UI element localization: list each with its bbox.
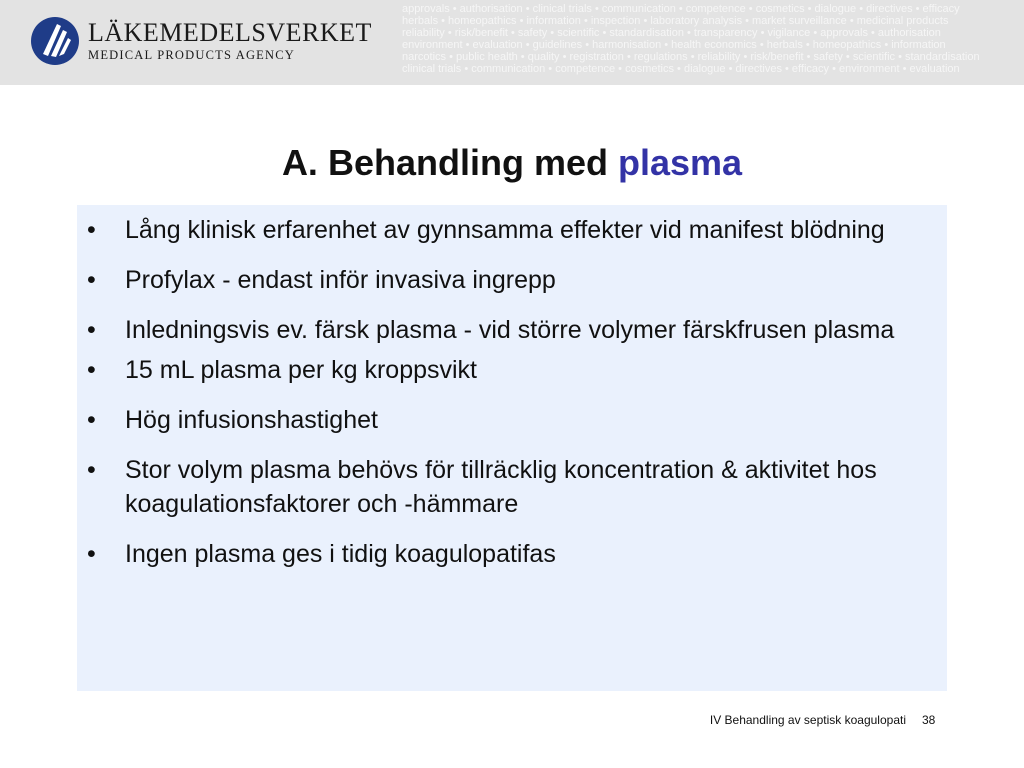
bullet-text: Stor volym plasma behövs för tillräcklig koncentration & aktivitet hos koagulationsfaktorer och -hämmare <box>125 456 877 518</box>
bullet-text: Inledningsvis ev. färsk plasma - vid större volymer färskfrusen plasma <box>125 316 895 344</box>
bullet-item <box>87 213 929 247</box>
logo-name: LÄKEMEDELSVERKET <box>88 18 372 47</box>
bullet-marker: • <box>87 316 96 344</box>
footer-text: IV Behandling av septisk koagulopati <box>709 713 906 727</box>
bullet-item <box>87 403 929 437</box>
keyword-watermark <box>402 3 1024 83</box>
keyword-line: approvals • authorisation • clinical trials • communication • competence • cosmetics • dialogue • directives • efficacy <box>402 3 960 15</box>
page-number: 38 <box>922 713 936 727</box>
bullet-marker: • <box>87 540 96 568</box>
bullet-marker: • <box>87 356 96 384</box>
bullet-marker: • <box>87 456 96 484</box>
bullet-item <box>87 263 929 297</box>
bullet-marker: • <box>87 266 96 294</box>
bullet-item <box>87 453 929 521</box>
agency-emblem-icon <box>30 16 80 66</box>
slide-title-accent: plasma <box>617 142 743 183</box>
header-banner <box>0 0 1024 85</box>
keyword-line: environment • evaluation • guidelines • harmonisation • health economics • herbals • homeopathics • information <box>402 39 946 51</box>
bullet-text: Profylax - endast inför invasiva ingrepp <box>125 266 556 294</box>
bullet-text: Hög infusionshastighet <box>125 406 378 434</box>
keyword-line: reliability • risk/benefit • safety • scientific • standardisation • transparency • vigilance • approvals • authorisation <box>402 27 941 39</box>
bullet-item <box>87 353 929 387</box>
slide-title <box>0 142 1024 184</box>
bullet-marker: • <box>87 216 96 244</box>
content-box <box>77 205 947 691</box>
bullet-item <box>87 537 929 571</box>
keyword-line: herbals • homeopathics • information • inspection • laboratory analysis • market surveillance • medicinal products <box>402 15 949 27</box>
keyword-line: clinical trials • communication • competence • cosmetics • dialogue • directives • efficacy • environment • evaluation <box>402 63 960 75</box>
keyword-line: narcotics • public health • quality • registration • regulations • reliability • risk/benefit • safety • scientific • standardisation <box>402 51 980 63</box>
bullet-item <box>87 313 929 347</box>
bullet-list <box>77 205 947 571</box>
bullet-text: Lång klinisk erfarenhet av gynnsamma effekter vid manifest blödning <box>125 216 885 244</box>
bullet-marker: • <box>87 406 96 434</box>
bullet-text: Ingen plasma ges i tidig koagulopatifas <box>125 540 556 568</box>
agency-logo <box>30 14 372 74</box>
bullet-text: 15 mL plasma per kg kroppsvikt <box>125 356 478 384</box>
slide-title-main: A. Behandling med <box>281 142 608 183</box>
logo-subtitle: MEDICAL PRODUCTS AGENCY <box>88 48 296 62</box>
